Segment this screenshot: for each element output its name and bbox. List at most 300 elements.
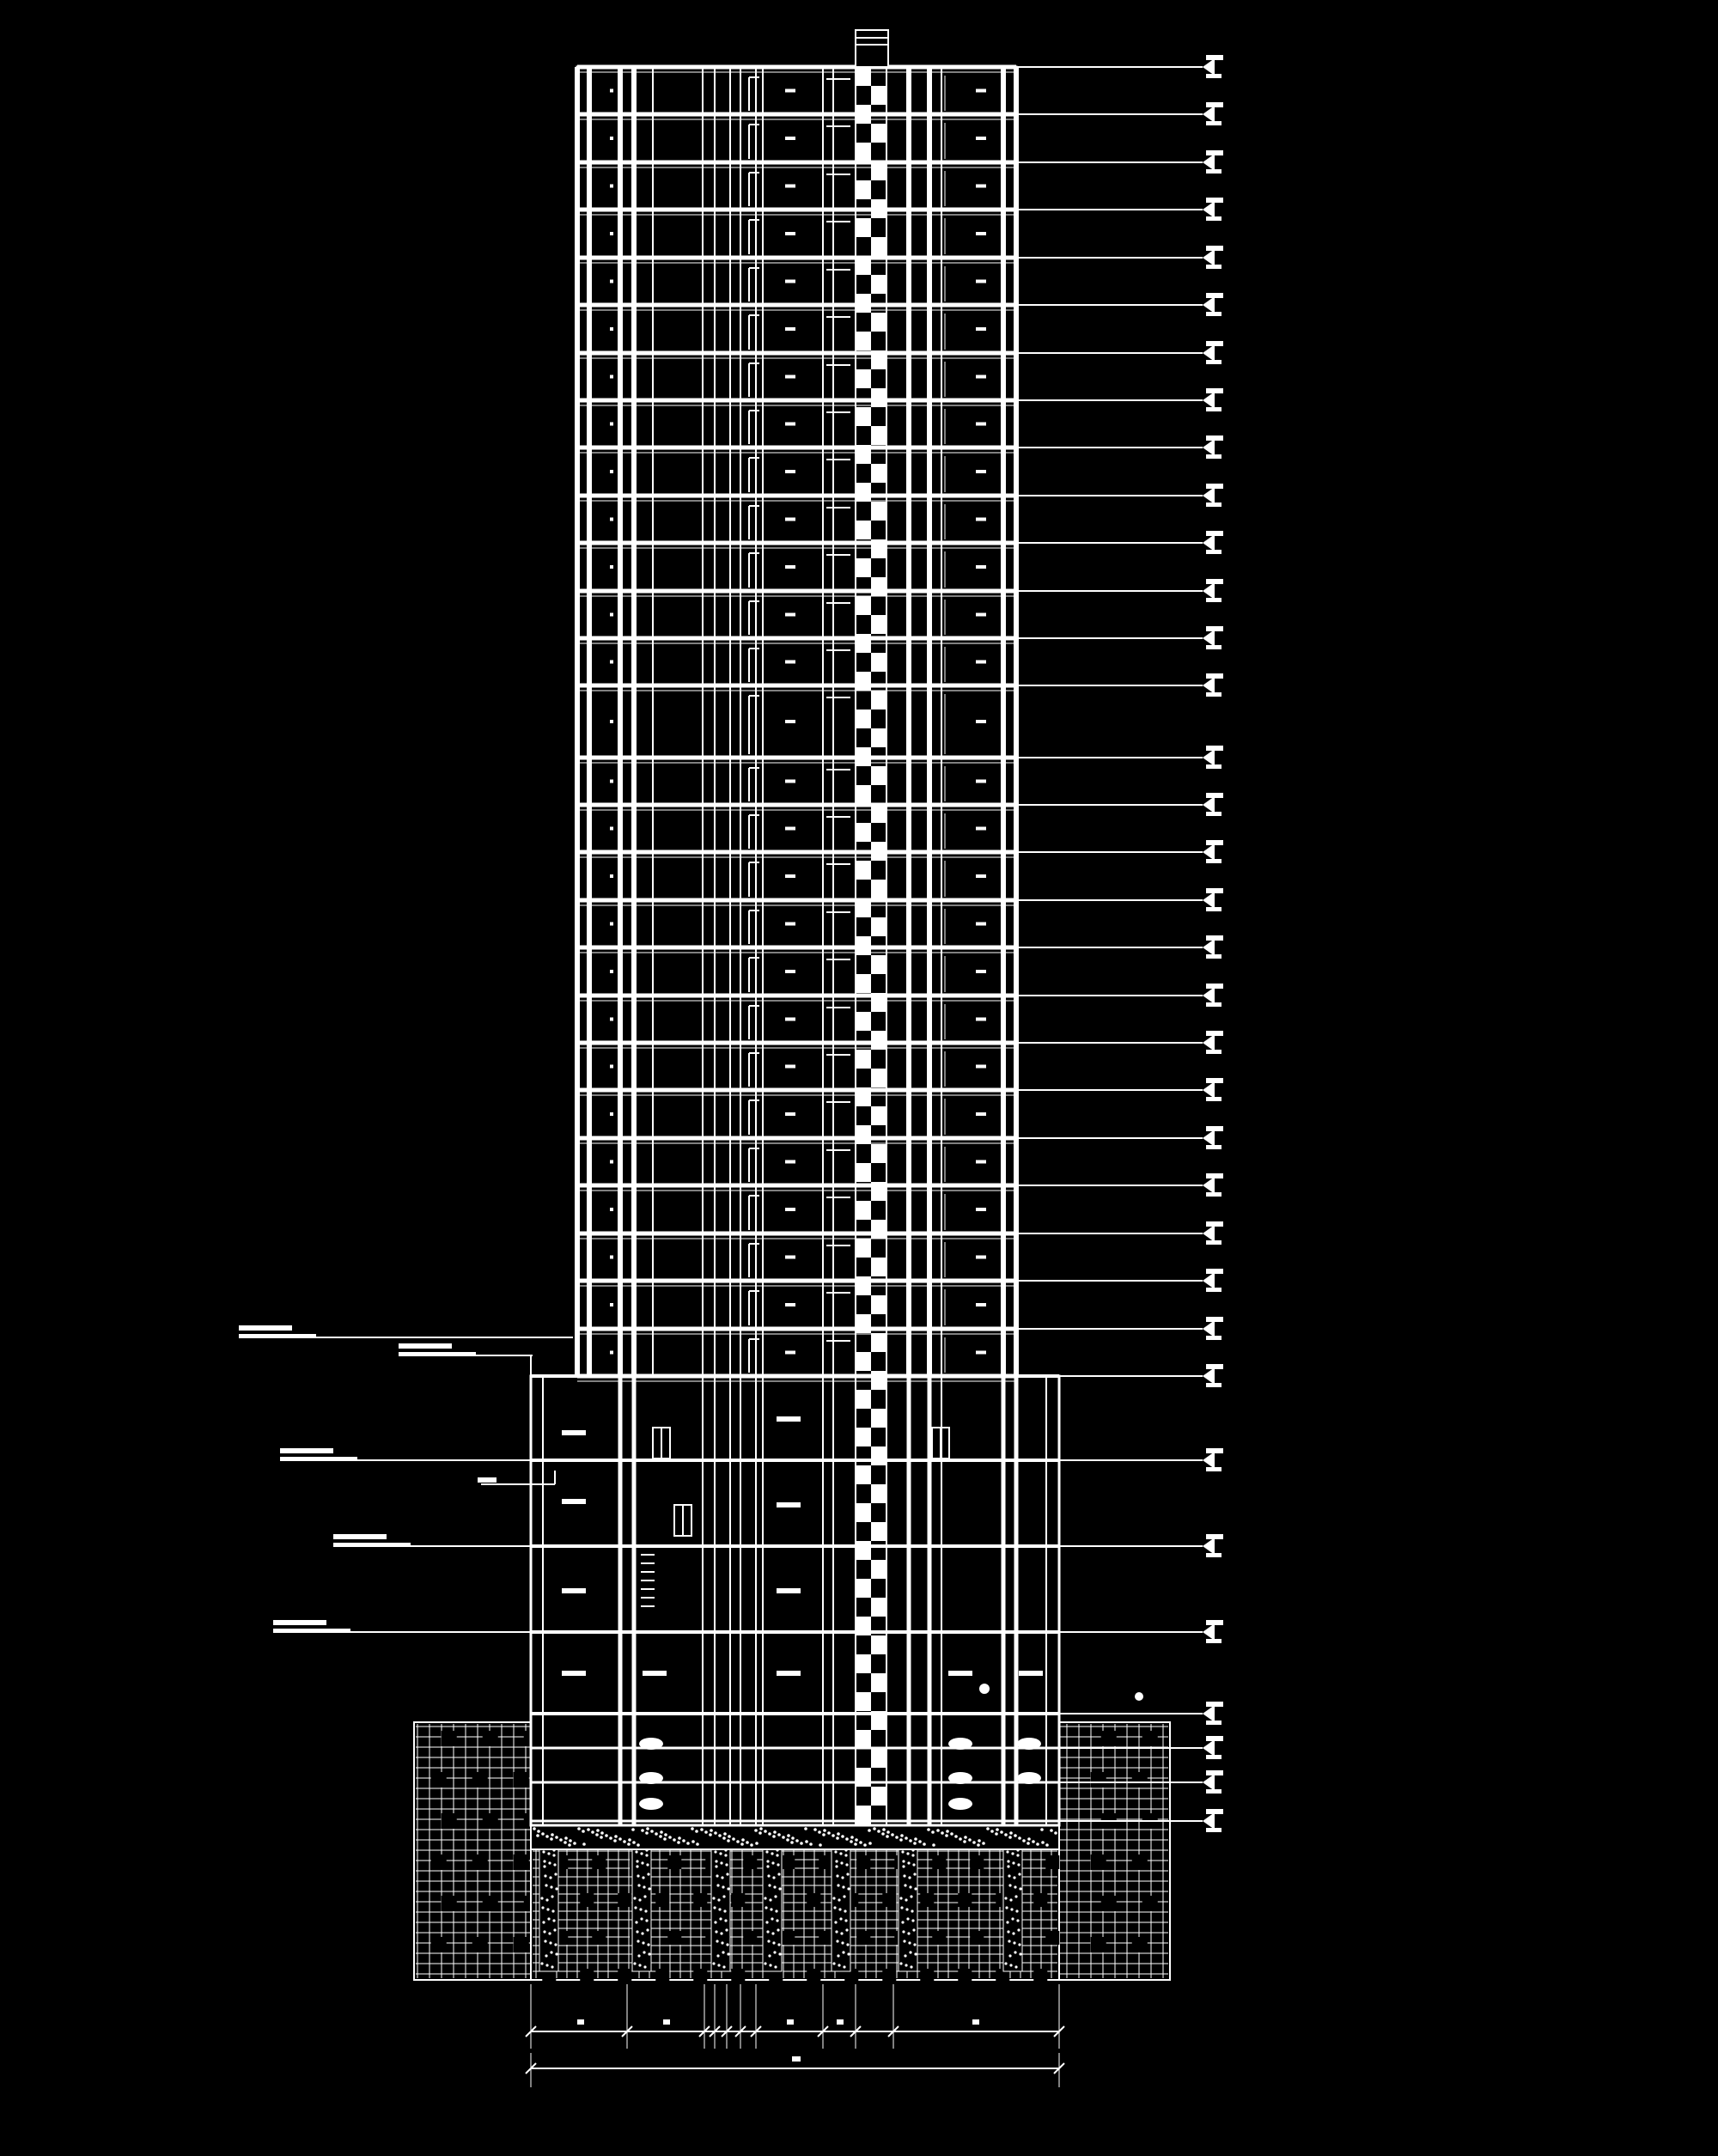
pile-speckle bbox=[717, 1964, 720, 1966]
vehicle-icon bbox=[948, 1772, 972, 1784]
stair-core-block bbox=[871, 653, 886, 672]
raft-speckle bbox=[637, 1843, 640, 1847]
level-tag bbox=[1206, 1770, 1223, 1775]
room-tag bbox=[976, 375, 986, 379]
level-tag bbox=[1206, 1639, 1221, 1643]
level-tag bbox=[1206, 169, 1221, 174]
raft-speckle bbox=[823, 1829, 826, 1832]
pile-speckle bbox=[724, 1854, 727, 1856]
level-tag bbox=[1206, 1467, 1221, 1471]
dimension-label bbox=[663, 2019, 670, 2025]
pile-speckle bbox=[1014, 1965, 1017, 1968]
room-tag bbox=[610, 1112, 613, 1116]
raft-speckle bbox=[927, 1828, 930, 1831]
pile-speckle bbox=[914, 1887, 917, 1890]
raft-block bbox=[807, 1969, 820, 1982]
stair-core-block bbox=[871, 1484, 886, 1503]
room-tag bbox=[610, 280, 613, 283]
raft-speckle bbox=[841, 1835, 844, 1838]
raft-speckle bbox=[945, 1834, 948, 1837]
raft-speckle bbox=[809, 1842, 813, 1846]
pile-speckle bbox=[776, 1919, 778, 1922]
room-tag bbox=[785, 1160, 795, 1164]
pile-speckle bbox=[777, 1928, 779, 1931]
room-tag bbox=[785, 423, 795, 426]
pile-speckle bbox=[646, 1863, 649, 1866]
pile-speckle bbox=[640, 1852, 643, 1855]
raft-speckle bbox=[632, 1841, 636, 1844]
raft-speckle bbox=[537, 1830, 540, 1833]
stair-core-block bbox=[856, 861, 871, 880]
stair-core-block bbox=[871, 539, 886, 558]
room-tag bbox=[610, 1303, 613, 1306]
raft-speckle bbox=[968, 1838, 972, 1842]
pile-speckle bbox=[554, 1873, 557, 1875]
pile-speckle bbox=[902, 1930, 905, 1933]
room-tag bbox=[610, 470, 613, 473]
level-tag bbox=[1206, 1240, 1221, 1245]
pile-speckle bbox=[771, 1917, 773, 1920]
stair-core-block bbox=[856, 1503, 871, 1522]
raft-block bbox=[970, 1931, 984, 1945]
raft-speckle bbox=[1008, 1836, 1012, 1839]
pile-speckle bbox=[777, 1863, 779, 1866]
room-tag bbox=[785, 1065, 795, 1069]
level-tag bbox=[1206, 764, 1221, 769]
raft-speckle bbox=[995, 1832, 998, 1836]
raft-speckle bbox=[646, 1827, 649, 1830]
pile-speckle bbox=[645, 1854, 648, 1856]
raft-speckle bbox=[655, 1832, 658, 1836]
raft-speckle bbox=[1027, 1842, 1030, 1845]
pile-speckle bbox=[1016, 1919, 1019, 1922]
raft-block bbox=[655, 1969, 669, 1982]
raft-block bbox=[592, 1931, 606, 1945]
stair-core-block bbox=[856, 483, 871, 502]
raft-speckle bbox=[986, 1827, 990, 1830]
annotation-text bbox=[273, 1629, 350, 1633]
raft-speckle bbox=[659, 1835, 662, 1838]
pile-speckle bbox=[764, 1962, 766, 1964]
soil-block bbox=[472, 1772, 488, 1788]
level-tag bbox=[1206, 74, 1221, 78]
level-tag bbox=[1206, 388, 1223, 393]
stair-core-block bbox=[871, 388, 886, 407]
room-tag bbox=[610, 874, 613, 878]
room-tag bbox=[785, 232, 795, 235]
level-tag bbox=[1206, 1288, 1221, 1292]
pile-speckle bbox=[553, 1928, 556, 1931]
raft-speckle bbox=[982, 1842, 985, 1845]
stair-core-block bbox=[871, 1749, 886, 1768]
pile-speckle bbox=[908, 1876, 911, 1879]
pile-speckle bbox=[912, 1928, 915, 1931]
raft-speckle bbox=[996, 1828, 999, 1831]
pile-speckle bbox=[643, 1895, 646, 1897]
stair-core-block bbox=[871, 426, 886, 445]
raft-speckle bbox=[559, 1838, 563, 1842]
level-tag bbox=[1206, 954, 1221, 959]
raft-speckle bbox=[772, 1835, 776, 1838]
pile-speckle bbox=[836, 1874, 838, 1877]
pile-speckle bbox=[1007, 1930, 1009, 1933]
raft-speckle bbox=[932, 1843, 935, 1847]
stair-core-block bbox=[871, 1711, 886, 1730]
pile-speckle bbox=[838, 1964, 840, 1966]
raft-speckle bbox=[795, 1839, 799, 1842]
stair-core-block bbox=[856, 747, 871, 766]
stair-core-block bbox=[871, 161, 886, 180]
stair-core-block bbox=[856, 218, 871, 237]
pile-speckle bbox=[1016, 1854, 1019, 1856]
stair-core-block bbox=[856, 67, 871, 86]
room-tag bbox=[777, 1671, 801, 1676]
raft-speckle bbox=[813, 1828, 817, 1831]
level-tag bbox=[1206, 692, 1221, 697]
raft-speckle bbox=[600, 1831, 604, 1835]
pile-speckle bbox=[645, 1919, 648, 1922]
stair-core-block bbox=[856, 1239, 871, 1258]
raft-speckle bbox=[978, 1839, 981, 1842]
stair-core-block bbox=[871, 1069, 886, 1087]
pile bbox=[711, 1830, 730, 1971]
raft-speckle bbox=[804, 1827, 807, 1830]
pile-speckle bbox=[1019, 1887, 1021, 1890]
pile-speckle bbox=[638, 1964, 641, 1966]
pile-speckle bbox=[777, 1943, 780, 1946]
raft-speckle bbox=[623, 1840, 626, 1843]
pile-speckle bbox=[847, 1952, 850, 1955]
room-tag bbox=[785, 970, 795, 973]
pile-speckle bbox=[769, 1898, 771, 1901]
room-tag bbox=[785, 923, 795, 926]
raft-speckle bbox=[868, 1842, 872, 1845]
pile-speckle bbox=[1011, 1852, 1014, 1855]
raft-block bbox=[1033, 1969, 1047, 1982]
stair-core-block bbox=[856, 1541, 871, 1560]
soil-block bbox=[472, 1937, 488, 1952]
level-tag bbox=[1206, 1702, 1223, 1707]
pile-speckle bbox=[901, 1921, 904, 1923]
room-tag bbox=[785, 470, 795, 473]
pile-speckle bbox=[834, 1921, 837, 1923]
raft-speckle bbox=[627, 1842, 631, 1846]
raft-block bbox=[580, 1893, 594, 1907]
pile-speckle bbox=[903, 1874, 905, 1877]
raft-speckle bbox=[613, 1839, 617, 1842]
pile-speckle bbox=[902, 1865, 905, 1867]
pile-speckle bbox=[844, 1854, 847, 1856]
raft-speckle bbox=[990, 1830, 994, 1833]
soil-block bbox=[1173, 1937, 1189, 1952]
stair-core-block bbox=[856, 445, 871, 464]
pile-speckle bbox=[549, 1941, 551, 1944]
soil-block bbox=[431, 1937, 447, 1952]
level-tag bbox=[1206, 360, 1221, 364]
raft-speckle bbox=[954, 1835, 958, 1838]
pile-speckle bbox=[545, 1898, 548, 1901]
level-tag bbox=[1206, 859, 1221, 863]
soil-block bbox=[1173, 1772, 1189, 1788]
stair-core-block bbox=[856, 558, 871, 577]
level-tag bbox=[1206, 907, 1221, 911]
pile-speckle bbox=[899, 1962, 902, 1964]
raft-block bbox=[807, 1893, 820, 1907]
stair-core-block bbox=[856, 1768, 871, 1787]
pile-speckle bbox=[835, 1860, 838, 1862]
pile-speckle bbox=[771, 1932, 774, 1934]
pile-speckle bbox=[727, 1952, 729, 1955]
dimension-label bbox=[792, 2056, 801, 2062]
pile-speckle bbox=[555, 1887, 557, 1890]
room-tag bbox=[948, 1671, 972, 1676]
pile-speckle bbox=[776, 1854, 778, 1856]
pile-speckle bbox=[842, 1885, 844, 1888]
room-tag bbox=[976, 874, 986, 878]
level-tag bbox=[1206, 121, 1221, 125]
raft-speckle bbox=[614, 1835, 618, 1838]
pile-speckle bbox=[843, 1965, 845, 1968]
raft-speckle bbox=[1032, 1840, 1035, 1843]
room-tag bbox=[785, 375, 795, 379]
room-tag bbox=[785, 613, 795, 617]
soil-block bbox=[514, 1855, 529, 1870]
room-tag bbox=[562, 1588, 586, 1593]
level-tag bbox=[1206, 550, 1221, 554]
annotation-text bbox=[239, 1334, 316, 1338]
stair-core-block bbox=[856, 1125, 871, 1144]
pile-speckle bbox=[775, 1909, 777, 1912]
pile-speckle bbox=[720, 1861, 722, 1864]
raft-speckle bbox=[886, 1835, 889, 1838]
stair-core-block bbox=[871, 275, 886, 294]
raft-speckle bbox=[868, 1829, 871, 1832]
room-tag bbox=[976, 1018, 986, 1021]
pile-speckle bbox=[540, 1897, 543, 1899]
pile-speckle bbox=[1018, 1873, 1020, 1875]
raft-speckle bbox=[582, 1842, 586, 1846]
raft-speckle bbox=[818, 1830, 821, 1834]
room-tag bbox=[610, 1018, 613, 1021]
soil-block bbox=[1184, 1731, 1199, 1746]
pile-speckle bbox=[774, 1965, 777, 1968]
room-tag bbox=[976, 970, 986, 973]
stair-core-block bbox=[871, 804, 886, 823]
stair-core-block bbox=[871, 1446, 886, 1465]
pile-speckle bbox=[1007, 1860, 1009, 1862]
pile-speckle bbox=[633, 1962, 636, 1964]
raft-speckle bbox=[545, 1835, 549, 1838]
room-tag bbox=[785, 1112, 795, 1116]
raft-block bbox=[932, 1931, 946, 1945]
room-tag bbox=[785, 137, 795, 140]
pile-speckle bbox=[769, 1964, 771, 1966]
pile-speckle bbox=[647, 1943, 649, 1946]
room-tag bbox=[562, 1499, 586, 1504]
raft-speckle bbox=[754, 1829, 758, 1832]
level-tag bbox=[1206, 407, 1221, 411]
raft-block bbox=[958, 1969, 972, 1982]
pile-speckle bbox=[643, 1965, 646, 1968]
room-tag bbox=[777, 1588, 801, 1593]
stair-core-block bbox=[871, 1220, 886, 1239]
raft-block bbox=[743, 1855, 757, 1869]
stair-core-block bbox=[871, 1258, 886, 1276]
level-tag bbox=[1206, 1173, 1223, 1178]
room-tag bbox=[610, 232, 613, 235]
level-tag bbox=[1206, 840, 1223, 845]
pile-speckle bbox=[836, 1940, 838, 1942]
room-tag bbox=[610, 565, 613, 569]
soil-block bbox=[431, 1772, 447, 1788]
level-tag bbox=[1206, 55, 1223, 60]
level-tag bbox=[1206, 812, 1221, 816]
room-tag bbox=[976, 232, 986, 235]
room-tag bbox=[785, 827, 795, 831]
pile bbox=[632, 1830, 651, 1971]
stair-core-block bbox=[856, 1617, 871, 1635]
raft-speckle bbox=[704, 1830, 708, 1834]
raft-speckle bbox=[668, 1836, 672, 1839]
soil-block bbox=[442, 1731, 457, 1746]
pile-speckle bbox=[838, 1898, 840, 1901]
level-tag bbox=[1206, 1126, 1223, 1131]
room-tag bbox=[976, 1351, 986, 1355]
raft-speckle bbox=[899, 1838, 903, 1842]
stair-core-block bbox=[871, 124, 886, 143]
pile-speckle bbox=[777, 1873, 780, 1875]
pile-speckle bbox=[1017, 1928, 1020, 1931]
raft-speckle bbox=[859, 1841, 862, 1844]
pile-speckle bbox=[845, 1863, 848, 1866]
pile-speckle bbox=[1004, 1897, 1007, 1899]
vehicle-icon bbox=[1017, 1772, 1041, 1784]
pile-speckle bbox=[913, 1943, 916, 1946]
room-tag bbox=[777, 1416, 801, 1422]
raft-speckle bbox=[605, 1834, 608, 1837]
pile-speckle bbox=[1009, 1898, 1012, 1901]
room-tag bbox=[785, 185, 795, 188]
raft-block bbox=[693, 1893, 707, 1907]
pile-speckle bbox=[768, 1954, 771, 1957]
soil-block bbox=[1091, 1855, 1106, 1870]
pile-speckle bbox=[637, 1884, 640, 1886]
raft-speckle bbox=[582, 1830, 585, 1833]
pile-speckle bbox=[842, 1951, 844, 1953]
stair-core-block bbox=[856, 1465, 871, 1484]
raft-speckle bbox=[631, 1828, 635, 1831]
raft-speckle bbox=[663, 1837, 667, 1841]
raft-speckle bbox=[931, 1830, 935, 1834]
room-tag bbox=[976, 327, 986, 331]
pile-speckle bbox=[770, 1908, 772, 1910]
raft-speckle bbox=[827, 1831, 831, 1835]
level-tag bbox=[1206, 1448, 1223, 1453]
raft-speckle bbox=[855, 1838, 858, 1842]
pile-speckle bbox=[542, 1921, 545, 1923]
pile-speckle bbox=[903, 1940, 905, 1942]
raft-speckle bbox=[773, 1830, 777, 1834]
raft-speckle bbox=[881, 1832, 885, 1836]
level-tag bbox=[1206, 1620, 1223, 1625]
raft-speckle bbox=[691, 1827, 694, 1830]
soil-block bbox=[514, 1772, 529, 1788]
soil-block bbox=[442, 1813, 457, 1829]
pile-speckle bbox=[909, 1885, 911, 1888]
raft-speckle bbox=[732, 1837, 735, 1841]
stair-core-block bbox=[856, 1692, 871, 1711]
pile-speckle bbox=[646, 1928, 649, 1931]
stair-core-block bbox=[871, 1144, 886, 1163]
level-tag bbox=[1206, 673, 1223, 679]
pile-speckle bbox=[644, 1909, 647, 1912]
pile-speckle bbox=[724, 1919, 727, 1922]
pile-speckle bbox=[1008, 1954, 1011, 1957]
raft-speckle bbox=[972, 1841, 976, 1844]
level-tag bbox=[1206, 1553, 1221, 1557]
level-tag bbox=[1206, 1269, 1223, 1274]
raft-speckle bbox=[755, 1842, 758, 1845]
pile-speckle bbox=[832, 1962, 835, 1964]
raft-speckle bbox=[941, 1831, 944, 1835]
stair-core-block bbox=[856, 1806, 871, 1824]
stair-core-block bbox=[871, 1673, 886, 1692]
pile-speckle bbox=[545, 1964, 548, 1966]
raft-block bbox=[819, 1855, 832, 1869]
annotation-text bbox=[273, 1620, 326, 1625]
room-tag bbox=[785, 1303, 795, 1306]
annotation-text bbox=[280, 1457, 357, 1461]
stair-core-block bbox=[871, 1635, 886, 1654]
raft-speckle bbox=[1036, 1842, 1039, 1846]
raft-speckle bbox=[718, 1834, 722, 1837]
pile-speckle bbox=[1008, 1940, 1010, 1942]
stair-core-block bbox=[871, 1560, 886, 1579]
level-tag bbox=[1206, 1721, 1221, 1725]
pile-speckle bbox=[722, 1895, 725, 1897]
raft-speckle bbox=[660, 1830, 663, 1834]
pile bbox=[539, 1830, 558, 1971]
raft-speckle bbox=[786, 1838, 789, 1842]
pile-speckle bbox=[551, 1895, 553, 1897]
room-tag bbox=[785, 518, 795, 521]
pile-speckle bbox=[905, 1898, 907, 1901]
raft-speckle bbox=[759, 1827, 763, 1830]
room-tag bbox=[610, 720, 613, 723]
raft-speckle bbox=[863, 1843, 867, 1847]
stair-core-block bbox=[856, 1428, 871, 1446]
stair-core-block bbox=[856, 898, 871, 917]
level-tag bbox=[1206, 1736, 1223, 1741]
stair-core-block bbox=[871, 842, 886, 861]
room-tag bbox=[610, 1160, 613, 1164]
pile-speckle bbox=[544, 1940, 546, 1942]
pile-speckle bbox=[1009, 1964, 1012, 1966]
pile-speckle bbox=[716, 1874, 718, 1877]
pile-speckle bbox=[543, 1865, 545, 1867]
raft-speckle bbox=[609, 1836, 612, 1840]
room-tag bbox=[785, 661, 795, 664]
soil-block bbox=[1132, 1937, 1148, 1952]
stair-core-block bbox=[856, 1654, 871, 1673]
pile-speckle bbox=[637, 1874, 639, 1877]
pile-speckle bbox=[899, 1897, 902, 1899]
room-tag bbox=[610, 1351, 613, 1355]
raft-speckle bbox=[895, 1836, 899, 1839]
pile-speckle bbox=[905, 1964, 907, 1966]
raft-block bbox=[618, 1969, 631, 1982]
raft-block bbox=[667, 1931, 681, 1945]
